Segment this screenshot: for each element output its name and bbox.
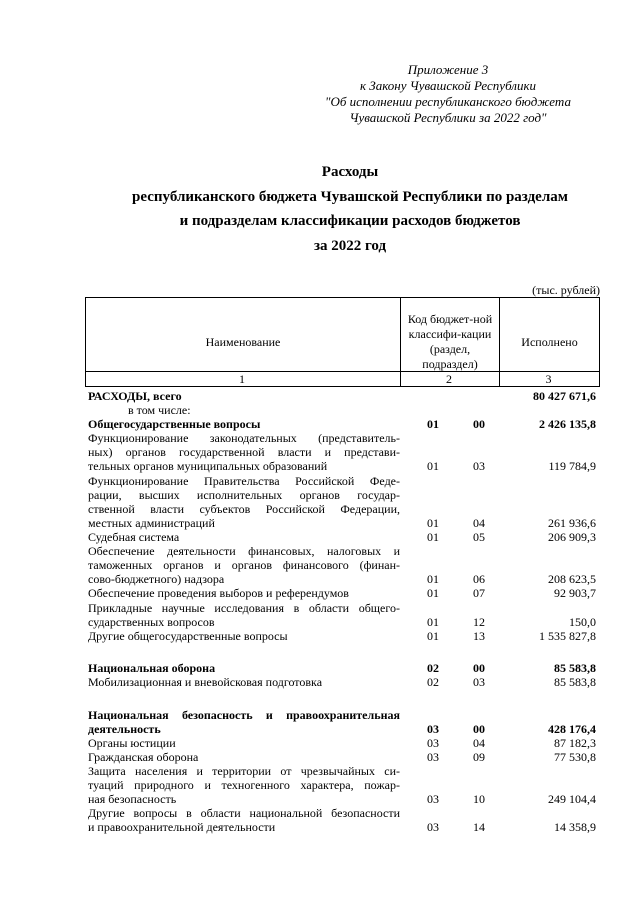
row-name-line: туаций природного и техногенного характера, пожар- (88, 778, 400, 793)
subsection-code: 00 (473, 661, 485, 676)
row-name (88, 601, 400, 629)
row-name-line: сударственных вопросов (88, 614, 215, 629)
section-code: 03 (427, 735, 439, 750)
document-title (60, 160, 640, 258)
subsection-code: 00 (473, 417, 485, 432)
row-name-line: Другие общегосударственные вопросы (88, 628, 288, 643)
subsection-code: 00 (473, 721, 485, 736)
table-row (0, 736, 640, 750)
table-row (0, 708, 640, 736)
subsection-code: 13 (473, 628, 485, 643)
row-name-line: Органы юстиции (88, 735, 176, 750)
row-name-line: РАСХОДЫ, всего (88, 389, 182, 403)
title-line: Расходы (321, 164, 379, 180)
row-name-line: Общегосударственные вопросы (88, 417, 261, 432)
subsection-code: 12 (473, 614, 485, 629)
row-name (88, 661, 400, 675)
table-row (0, 586, 640, 600)
row-name (88, 708, 400, 736)
header-code: Код бюджет-ной классифи-кации (раздел, подраздел) (407, 312, 493, 371)
row-name-line: тельных органов муниципальных образований (88, 459, 328, 474)
subsection-code: 06 (473, 572, 485, 587)
row-name (88, 474, 400, 530)
section-code: 03 (427, 749, 439, 764)
section-code: 03 (427, 820, 439, 835)
amount-value: 428 176,4 (548, 721, 596, 736)
header-name: Наименование (205, 334, 281, 349)
row-name-line: Функционирование Правительства Российской Феде- (88, 473, 400, 488)
row-name (88, 675, 400, 689)
section-code: 03 (427, 792, 439, 807)
row-name-line: ственной власти субъектов Российской Федерации, (88, 501, 400, 516)
row-name-line: Прикладные научные исследования в области общего- (88, 600, 400, 615)
row-name (88, 417, 400, 431)
table-row (0, 530, 640, 544)
amount-value: 1 535 827,8 (539, 628, 596, 643)
title-line: и подразделам классификации расходов бюджетов (179, 213, 521, 229)
row-name (88, 586, 400, 600)
title-line: республиканского бюджета Чувашской Республики по разделам (132, 188, 568, 205)
subsection-code: 04 (473, 735, 485, 750)
row-name-line: Национальная оборона (88, 661, 216, 676)
row-name-line: деятельность (88, 721, 161, 736)
row-name-line: ная безопасность (88, 792, 177, 807)
table-row (0, 675, 640, 689)
amount-value: 14 358,9 (554, 820, 596, 835)
appendix-line: "Об исполнении республиканского бюджета (325, 94, 571, 109)
subsection-code: 05 (473, 530, 485, 544)
appendix-line: Чувашской Республики за 2022 год" (349, 110, 547, 125)
row-name (88, 736, 400, 750)
table-row (0, 431, 640, 473)
amount-value: 206 909,3 (548, 530, 596, 544)
row-name-line: в том числе: (128, 403, 191, 418)
row-name (88, 431, 400, 473)
row-name-line: сово-бюджетного) надзора (88, 572, 225, 587)
table-row (0, 764, 640, 806)
table-row (0, 601, 640, 629)
table-row (0, 389, 640, 403)
subsection-code: 03 (473, 675, 485, 690)
row-name-line: Защита населения и территории от чрезвычайных си- (88, 764, 400, 779)
row-name-line: Другие вопросы в области национальной безопасности (88, 806, 400, 821)
row-name-line: местных администраций (88, 515, 215, 530)
amount-value: 261 936,6 (548, 515, 596, 530)
row-name-line: и правоохранительной деятельности (88, 820, 276, 835)
row-name-line: Судебная система (88, 530, 180, 544)
appendix-line: Приложение 3 (407, 62, 489, 77)
section-code: 01 (427, 530, 439, 544)
row-name-line: Мобилизационная и вневойсковая подготовка (88, 675, 323, 690)
column-number-row (85, 371, 600, 388)
appendix-note (300, 62, 596, 126)
column-number: 3 (545, 372, 552, 386)
table-row (0, 417, 640, 431)
table-row (0, 403, 640, 417)
row-name-line: ных) органов государственной власти и представи- (88, 445, 400, 460)
subsection-code: 10 (473, 792, 485, 807)
table-row (0, 661, 640, 675)
amount-value: 77 530,8 (554, 749, 596, 764)
subsection-code: 04 (473, 515, 485, 530)
row-name-line: таможенных органов и органов финансового (финан- (88, 558, 400, 573)
column-number: 2 (446, 372, 452, 386)
subsection-code: 09 (473, 749, 485, 764)
table-row (0, 750, 640, 764)
amount-value: 150,0 (569, 614, 596, 629)
amount-value: 2 426 135,8 (539, 417, 596, 432)
header-amount: Исполнено (521, 334, 578, 349)
table-row (0, 806, 640, 834)
row-name (88, 764, 400, 806)
title-line: за 2022 год (313, 237, 387, 254)
row-name (88, 544, 400, 586)
row-name-line: Обеспечение деятельности финансовых, налоговых и (88, 544, 400, 559)
table-row (0, 629, 640, 643)
section-code: 01 (427, 459, 439, 474)
row-name (88, 806, 400, 834)
section-code: 02 (427, 661, 439, 676)
unit-label: (тыс. рублей) (532, 283, 600, 297)
row-name (88, 750, 400, 764)
amount-value: 85 583,8 (554, 675, 596, 690)
section-code: 03 (427, 721, 439, 736)
amount-value: 87 182,3 (554, 735, 596, 750)
row-name-line: рации, высших исполнительных органов государ- (88, 487, 400, 502)
section-code: 01 (427, 417, 439, 432)
table-row (0, 544, 640, 586)
row-name-line: Национальная безопасность и правоохранительная (88, 707, 400, 722)
section-code: 01 (427, 586, 439, 601)
section-code: 02 (427, 675, 439, 690)
amount-value: 92 903,7 (554, 586, 596, 601)
row-name-line: Гражданская оборона (88, 749, 199, 764)
table-row (0, 474, 640, 530)
row-name (88, 389, 400, 403)
appendix-line: к Закону Чувашской Республики (359, 78, 537, 93)
column-number: 1 (239, 372, 245, 386)
section-code: 01 (427, 572, 439, 587)
subsection-code: 14 (473, 820, 485, 835)
amount-value: 208 623,5 (548, 572, 596, 587)
section-code: 01 (427, 515, 439, 530)
section-code: 01 (427, 614, 439, 629)
amount-value: 85 583,8 (554, 661, 596, 676)
row-name (88, 629, 400, 643)
row-name-line: Функционирование законодательных (представитель- (88, 431, 400, 446)
row-name-line: Обеспечение проведения выборов и референдумов (88, 586, 349, 601)
amount-value: 119 784,9 (548, 459, 596, 474)
row-name (128, 403, 440, 417)
amount-value: 249 104,4 (548, 792, 596, 807)
subsection-code: 03 (473, 459, 485, 474)
amount-value: 80 427 671,6 (533, 389, 596, 403)
subsection-code: 07 (473, 586, 485, 601)
section-code: 01 (427, 628, 439, 643)
row-name (88, 530, 400, 544)
